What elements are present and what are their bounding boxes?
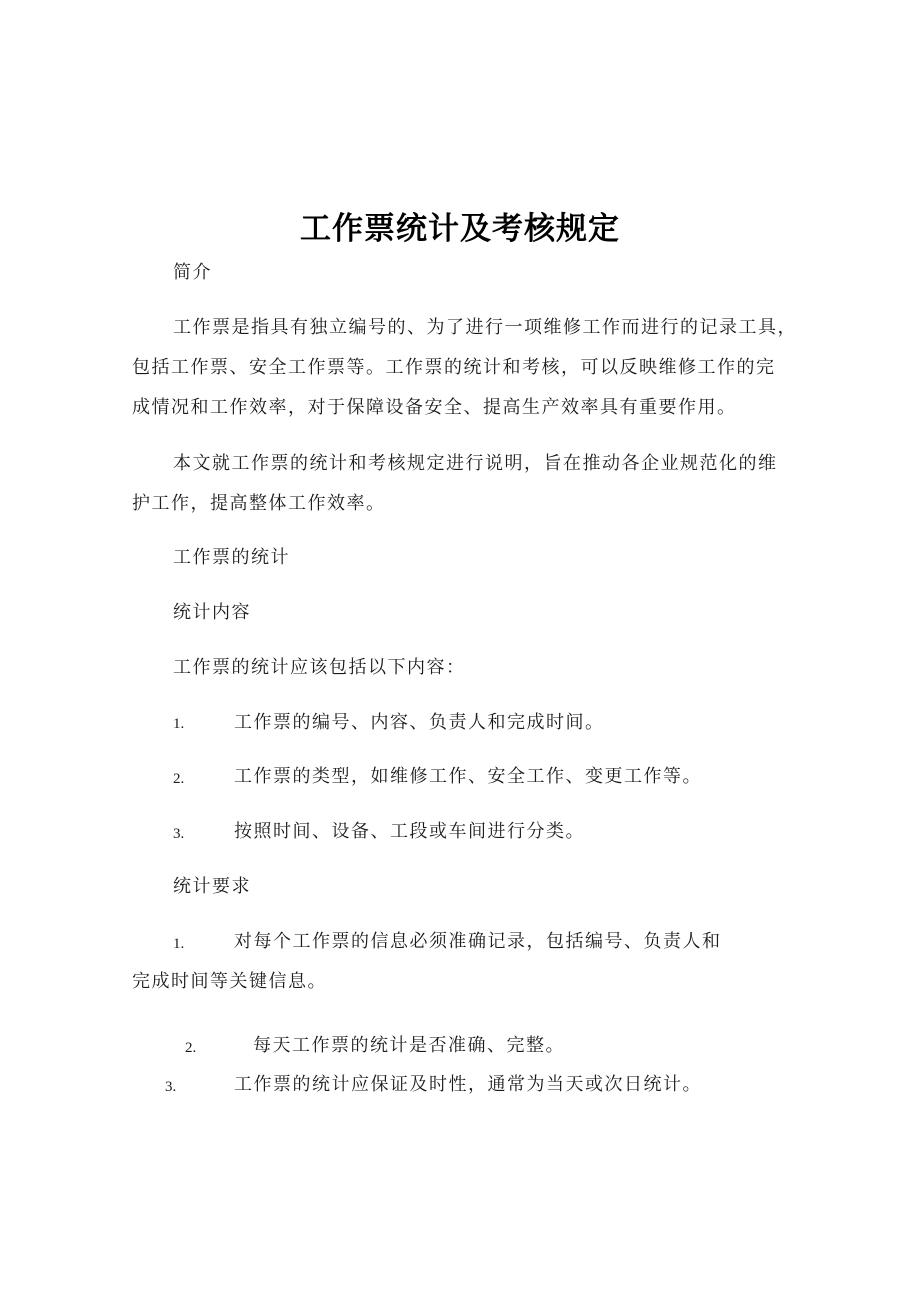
list-item-text: 工作票的统计应保证及时性，通常为当天或次日统计。 bbox=[234, 1074, 702, 1095]
intro-paragraph-1-line-2: 包括工作票、安全工作票等。工作票的统计和考核，可以反映维修工作的完 bbox=[132, 357, 776, 378]
list-item-text: 工作票的编号、内容、负责人和完成时间。 bbox=[234, 712, 605, 733]
subsection-heading-requirements: 统计要求 bbox=[173, 876, 251, 897]
intro-paragraph-2-line-1: 本文就工作票的统计和考核规定进行说明，旨在推动各企业规范化的维 bbox=[173, 453, 778, 474]
list-item-number: 3. bbox=[165, 1079, 177, 1095]
list-item-text: 对每个工作票的信息必须准确记录，包括编号、负责人和 bbox=[234, 931, 722, 952]
section-heading-intro: 简介 bbox=[173, 262, 212, 283]
intro-paragraph-1-line-3: 成情况和工作效率，对于保障设备安全、提高生产效率具有重要作用。 bbox=[132, 397, 737, 418]
section-heading-statistics: 工作票的统计 bbox=[173, 547, 290, 568]
list-item-number: 1. bbox=[173, 936, 185, 952]
list-item-number: 3. bbox=[173, 826, 185, 842]
list-item-number: 2. bbox=[173, 771, 185, 787]
document-title: 工作票统计及考核规定 bbox=[300, 211, 620, 247]
intro-paragraph-2-line-2: 护工作，提高整体工作效率。 bbox=[132, 493, 386, 514]
subsection-heading-content: 统计内容 bbox=[173, 602, 251, 623]
list-item-continuation: 完成时间等关键信息。 bbox=[132, 971, 327, 992]
content-lead: 工作票的统计应该包括以下内容： bbox=[173, 657, 466, 678]
list-item-number: 2. bbox=[185, 1040, 197, 1056]
list-item-text: 工作票的类型，如维修工作、安全工作、变更工作等。 bbox=[234, 766, 702, 787]
list-item-text: 每天工作票的统计是否准确、完整。 bbox=[253, 1035, 565, 1056]
intro-paragraph-1-line-1: 工作票是指具有独立编号的、为了进行一项维修工作而进行的记录工具， bbox=[173, 317, 797, 338]
list-item-text: 按照时间、设备、工段或车间进行分类。 bbox=[234, 821, 585, 842]
list-item-number: 1. bbox=[173, 716, 185, 732]
